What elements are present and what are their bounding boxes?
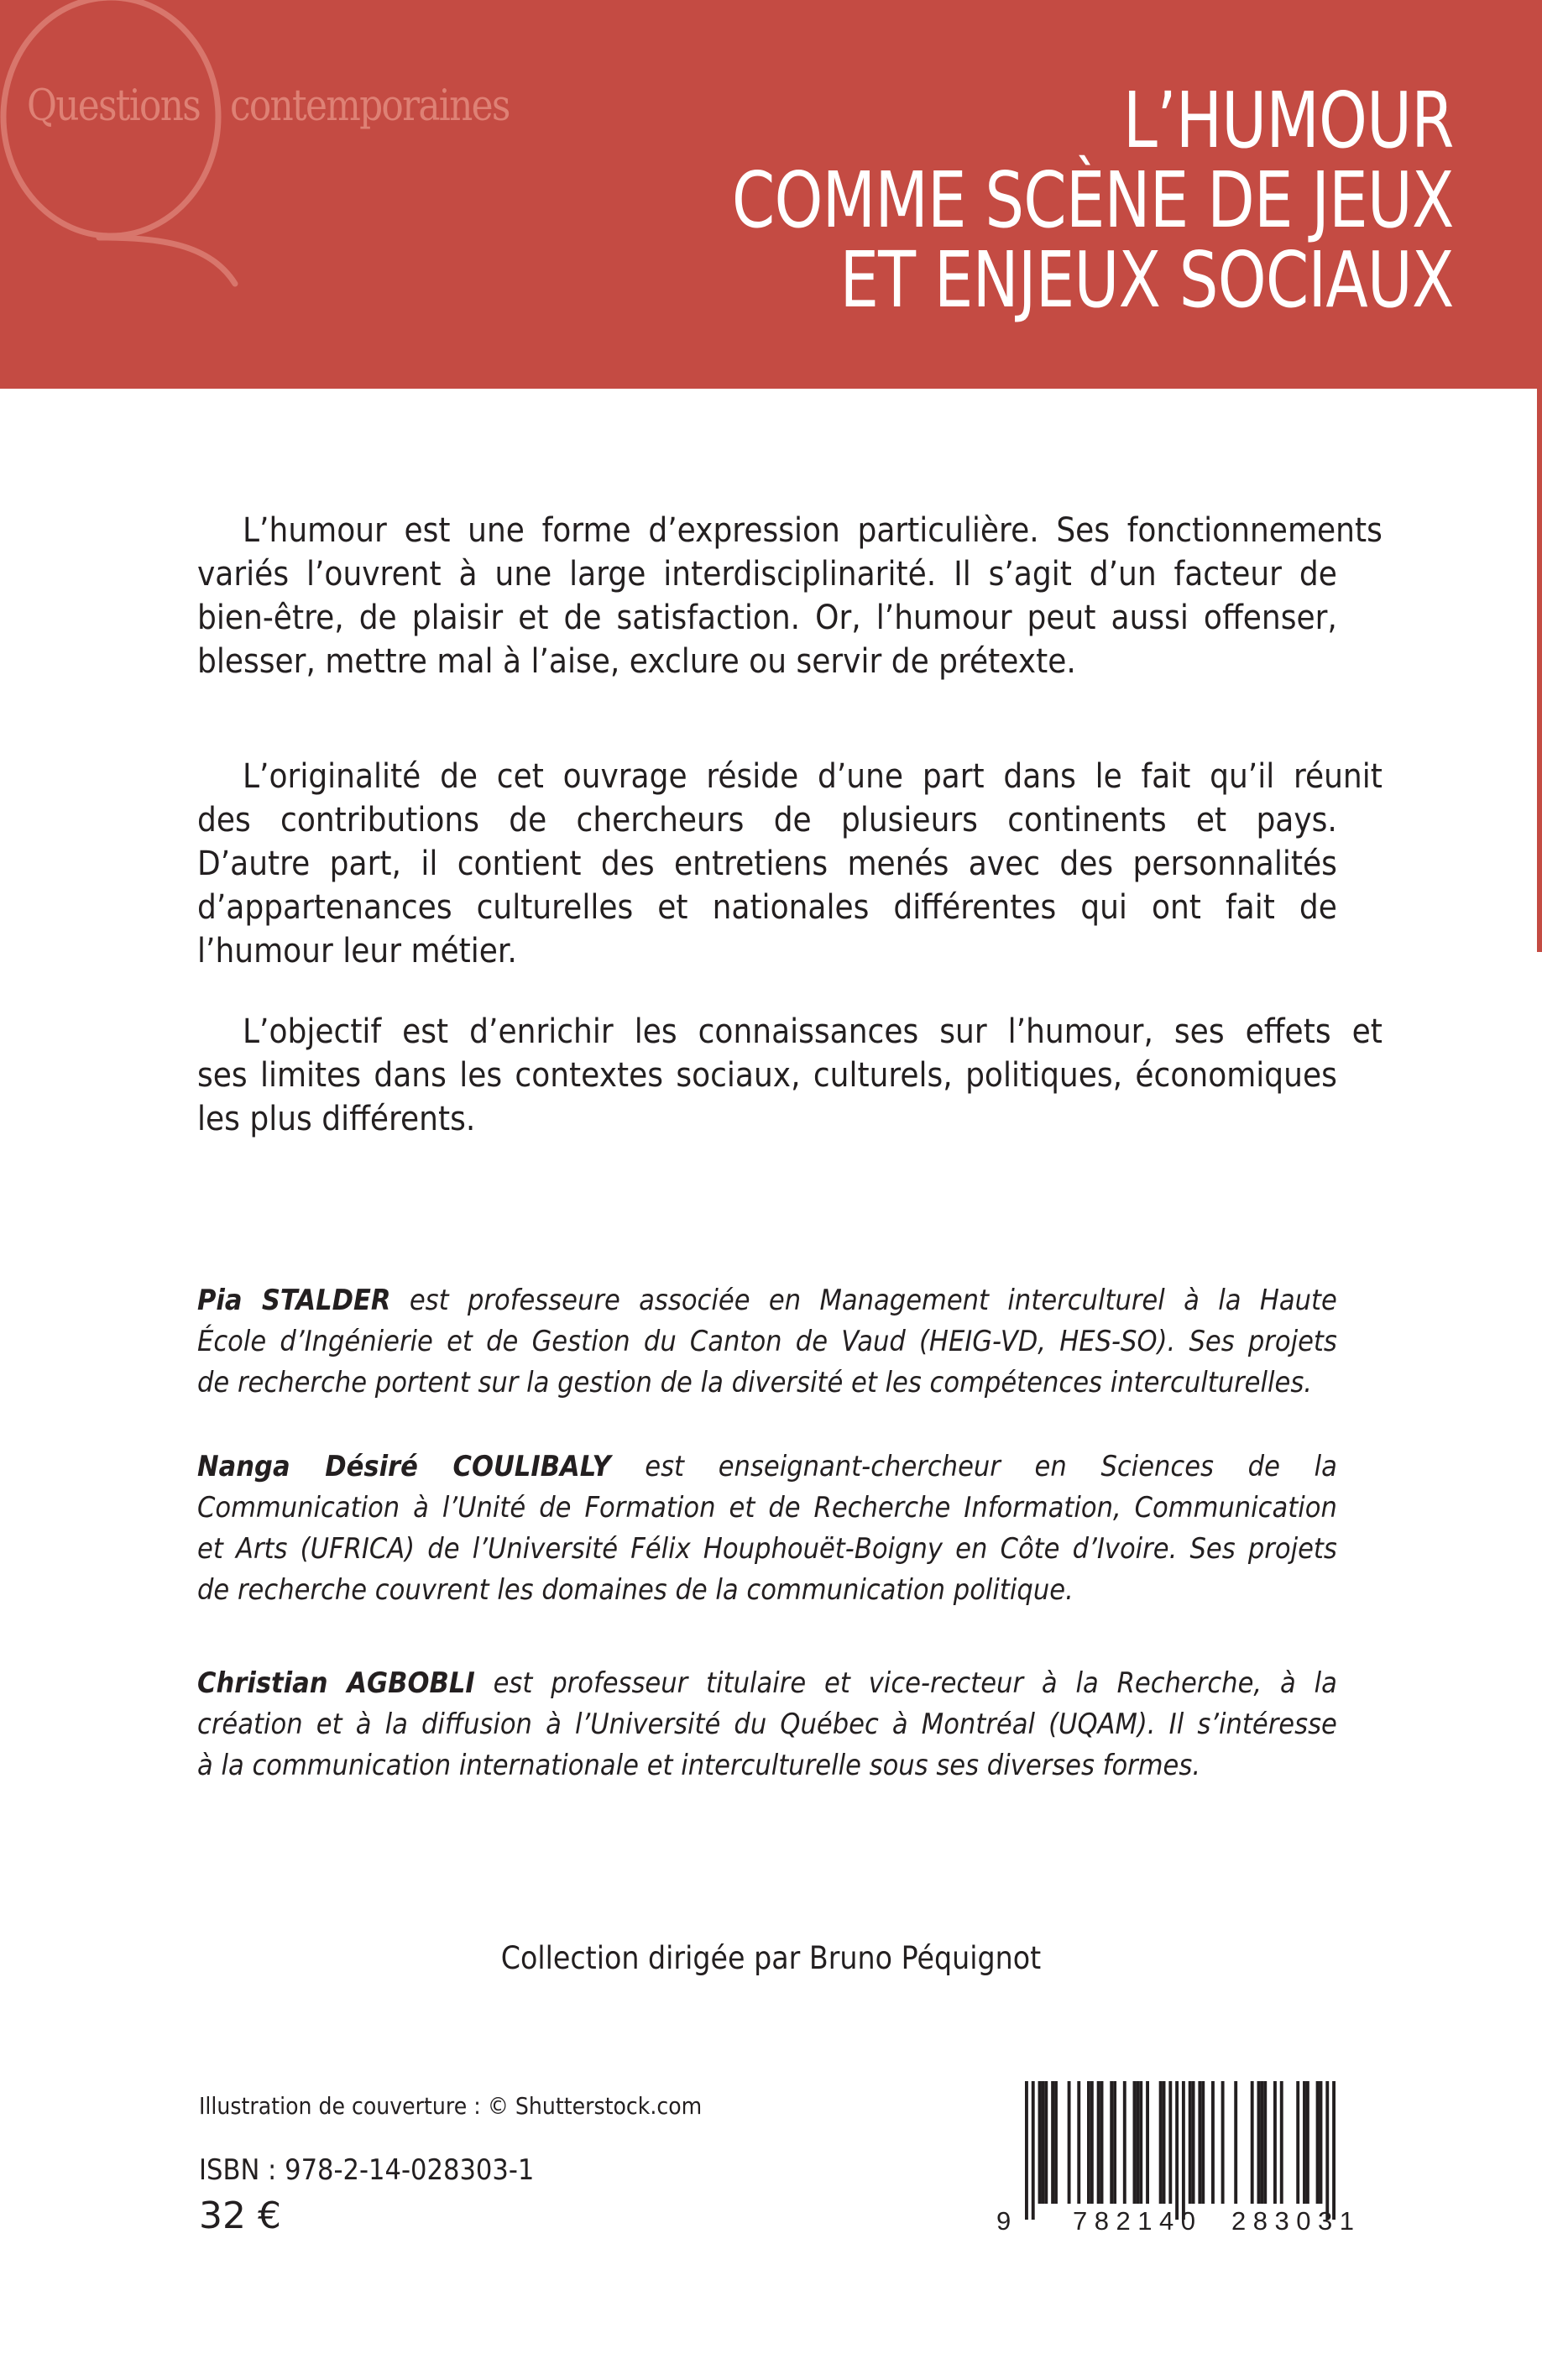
barcode-bar: [1087, 2081, 1090, 2204]
summary-paragraph-3: [197, 1010, 1383, 1141]
summary-line: L’objectif est d’enrichir les connaissances sur l’humour, ses effets et: [243, 1012, 1383, 1051]
isbn-barcode: [991, 2074, 1362, 2241]
collection-editor: [0, 1938, 1542, 1980]
summary-line: L’originalité de cet ouvrage réside d’une part dans le fait qu’il réunit: [243, 757, 1383, 796]
barcode-bar: [1221, 2081, 1225, 2204]
summary-line: les plus différents.: [197, 1100, 476, 1138]
barcode-bar: [1260, 2081, 1263, 2204]
barcode-bar: [1090, 2081, 1094, 2204]
summary-line: L’humour est une forme d’expression particulière. Ses fonctionnements: [243, 511, 1383, 550]
barcode-bar: [1032, 2081, 1035, 2220]
barcode-bar: [1316, 2081, 1320, 2204]
summary-line: variés l’ouvrent à une large interdisciplinarité. Il s’agit d’un facteur de: [197, 555, 1337, 594]
barcode-bar: [1201, 2081, 1205, 2204]
barcode-bar: [1296, 2081, 1299, 2204]
summary-line: D’autre part, il contient des entretiens menés avec des personnalités: [197, 845, 1337, 883]
barcode-bar: [1263, 2081, 1267, 2204]
series-name-part1: Questions: [27, 81, 201, 131]
collection-text: Collection dirigée par Bruno Péquignot: [500, 1940, 1042, 1976]
barcode-bar: [1168, 2081, 1172, 2204]
barcode-bar: [1110, 2081, 1113, 2204]
barcode-bar: [1320, 2081, 1323, 2204]
isbn: ISBN : 978-2-14-028303-1: [199, 2153, 535, 2187]
author-name: Nanga Désiré COULIBALY: [197, 1450, 611, 1483]
barcode-first-digit: 9: [996, 2206, 1011, 2236]
author-bio-text: est professeur titulaire et vice-recteur à la Recherche, à la: [474, 1666, 1337, 1700]
barcode-bar: [1175, 2081, 1179, 2220]
barcode-bar: [1192, 2081, 1195, 2204]
author-bio-line: de recherche portent sur la gestion de la diversité et les compétences interculturelles.: [197, 1366, 1313, 1399]
barcode-bar: [1273, 2081, 1277, 2204]
barcode-bar: [1051, 2081, 1054, 2204]
barcode-bar: [1182, 2081, 1185, 2220]
summary-line: des contributions de chercheurs de plusieurs continents et pays.: [197, 801, 1337, 840]
barcode-bar: [1332, 2081, 1336, 2220]
barcode-bar: [1123, 2081, 1126, 2204]
author-bio-line: et Arts (UFRICA) de l’Université Félix Houphouët-Boigny en Côte d’Ivoire. Ses projets: [197, 1532, 1337, 1566]
price: 32 €: [199, 2194, 281, 2237]
barcode-bar: [1139, 2081, 1142, 2204]
barcode-bar: [1133, 2081, 1137, 2204]
barcode-bar: [1100, 2081, 1104, 2204]
barcode-bar: [1068, 2081, 1071, 2204]
barcode-bar: [1306, 2081, 1309, 2204]
barcode-bar: [1025, 2081, 1028, 2220]
barcode-bar: [1189, 2081, 1192, 2204]
barcode-bar: [1251, 2081, 1254, 2204]
red-edge-strip: [1537, 389, 1542, 952]
barcode-bar: [1280, 2081, 1283, 2204]
barcode-bar: [1146, 2081, 1149, 2204]
summary-line: ses limites dans les contextes sociaux, culturels, politiques, économiques: [197, 1056, 1337, 1095]
barcode-bar: [1097, 2081, 1100, 2204]
barcode-bar: [1257, 2081, 1261, 2204]
barcode-bar: [1325, 2081, 1329, 2220]
barcode-bar: [1054, 2081, 1058, 2204]
author-name: Christian AGBOBLI: [197, 1666, 475, 1700]
summary-line: blesser, mettre mal à l’aise, exclure ou servir de prétexte.: [197, 642, 1076, 681]
title-line-1: L’HUMOUR: [1123, 76, 1454, 165]
barcode-bar: [1163, 2081, 1166, 2204]
title-line-3: ET ENJEUX SOCIAUX: [839, 235, 1454, 325]
summary-line: d’appartenances culturelles et nationales différentes qui ont fait de: [197, 888, 1337, 927]
barcode-bar: [1303, 2081, 1306, 2204]
author-bio-line: création et à la diffusion à l’Université du Québec à Montréal (UQAM). Il s’intéresse: [197, 1708, 1337, 1741]
summary-line: l’humour leur métier.: [197, 932, 517, 970]
barcode-bar: [1198, 2081, 1201, 2204]
summary-paragraph-1: [197, 509, 1383, 683]
author-bio-line: École d’Ingénierie et de Gestion du Canton de Vaud (HEIG-VD, HES-SO). Ses projets: [197, 1325, 1337, 1358]
author-bio-line: de recherche couvrent les domaines de la communication politique.: [197, 1573, 1074, 1607]
barcode-bar: [1159, 2081, 1163, 2204]
author-bio-text: est enseignant-chercheur en Sciences de la: [610, 1450, 1337, 1483]
barcode-bar: [1044, 2081, 1048, 2204]
author-name: Pia STALDER: [197, 1284, 391, 1317]
summary-paragraph-2: [197, 755, 1383, 973]
author-bio-line: Communication à l’Unité de Formation et de Recherche Information, Communication: [197, 1491, 1337, 1525]
summary-line: bien-être, de plaisir et de satisfaction. Or, l’humour peut aussi offenser,: [197, 599, 1337, 637]
series-q-logo-icon: [0, 0, 252, 302]
author-bio-agbobli: [197, 1663, 1337, 1786]
barcode-bar: [1038, 2081, 1042, 2204]
barcode-left-digits: 782140: [1073, 2206, 1203, 2236]
title-line-2: COMME SCÈNE DE JEUX: [732, 155, 1454, 245]
barcode-right-digits: 283031: [1231, 2206, 1362, 2236]
author-bio-text: est professeure associée en Management interculturel à la Haute: [390, 1284, 1337, 1317]
author-bio-coulibaly: [197, 1446, 1337, 1611]
barcode-bar: [1077, 2081, 1080, 2204]
series-name-part2: contemporaines: [230, 81, 510, 131]
barcode-bar: [1113, 2081, 1116, 2204]
barcode-bar: [1136, 2081, 1139, 2204]
book-title: [551, 76, 1454, 325]
cover-credit: Illustration de couverture : © Shutterstock.com: [199, 2092, 703, 2120]
barcode-bar: [1041, 2081, 1044, 2204]
barcode-bar: [1211, 2081, 1215, 2204]
cover-header: [0, 0, 1542, 389]
barcode-bar: [1234, 2081, 1237, 2204]
author-bio-line: à la communication internationale et interculturelle sous ses diverses formes.: [197, 1749, 1201, 1782]
author-bio-stalder: [197, 1280, 1337, 1404]
barcode-bars: [1025, 2081, 1336, 2220]
